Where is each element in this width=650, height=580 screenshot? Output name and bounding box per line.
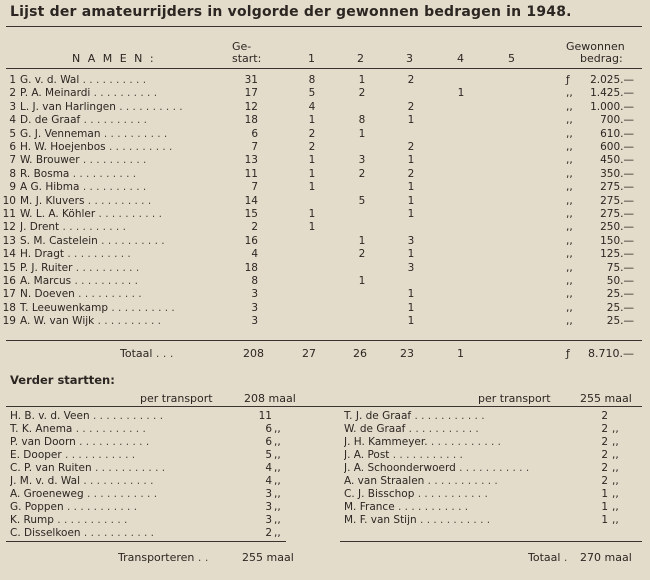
rider-currency: ƒ bbox=[566, 74, 570, 86]
starter-count: 3 bbox=[265, 488, 272, 500]
place-header-3: 3 bbox=[406, 52, 413, 65]
starter-name: H. B. v. d. Veen . . . . . . . . . . . bbox=[10, 410, 164, 422]
rider-currency: ,, bbox=[566, 261, 573, 274]
starter-name: W. de Graaf . . . . . . . . . . . bbox=[344, 423, 479, 435]
rider-place-2: 2 bbox=[358, 87, 366, 100]
starter-name: C. P. van Ruiten . . . . . . . . . . . bbox=[10, 462, 166, 474]
rider-amount: 700.— bbox=[600, 114, 634, 127]
rider-name: R. Bosma . . . . . . . . . . bbox=[20, 167, 137, 180]
totals-place-2: 26 bbox=[353, 347, 367, 360]
starter-ditto: ,, bbox=[274, 436, 281, 448]
rider-place-2: 1 bbox=[358, 127, 366, 140]
place-header-5: 5 bbox=[508, 52, 515, 65]
starter-name: J. A. Schoonderwoerd . . . . . . . . . . . bbox=[344, 462, 530, 474]
left-transport-label: per transport bbox=[140, 392, 213, 405]
starter-count: 3 bbox=[265, 501, 272, 513]
place-header-4: 4 bbox=[457, 52, 464, 65]
rider-rank: 14 bbox=[2, 248, 16, 261]
title-rule bbox=[6, 26, 642, 27]
rider-rank: 11 bbox=[2, 208, 16, 220]
rider-amount: 1.000.— bbox=[590, 100, 634, 113]
table-row bbox=[0, 275, 650, 287]
starter-count: 2 bbox=[601, 462, 608, 474]
rider-place-1: 1 bbox=[308, 221, 316, 234]
left-transport-value: 208 maal bbox=[244, 392, 296, 405]
totals-amount: 8.710.— bbox=[588, 347, 634, 360]
rider-place-3: 2 bbox=[407, 167, 415, 180]
rider-place-1: 1 bbox=[308, 114, 316, 127]
rider-currency: ,, bbox=[566, 167, 573, 180]
rider-amount: 275.— bbox=[600, 181, 634, 194]
starter-name: T. K. Anema . . . . . . . . . . . bbox=[10, 423, 146, 435]
rider-amount: 350.— bbox=[600, 167, 634, 180]
starter-count: 2 bbox=[601, 475, 608, 487]
right-footer-label: Totaal . bbox=[528, 551, 568, 564]
starter-name: K. Rump . . . . . . . . . . . bbox=[10, 514, 128, 526]
table-row bbox=[0, 221, 650, 233]
rider-name: J. Drent . . . . . . . . . . bbox=[20, 221, 126, 234]
rider-place-3: 1 bbox=[407, 301, 415, 314]
starter-name: T. J. de Graaf . . . . . . . . . . . bbox=[344, 410, 485, 422]
place-header-1: 1 bbox=[308, 52, 315, 65]
rider-gestart: 13 bbox=[244, 154, 258, 167]
totals-place-4: 1 bbox=[457, 347, 464, 360]
rider-amount: 275.— bbox=[600, 208, 634, 220]
starter-name: J. M. v. d. Wal . . . . . . . . . . . bbox=[10, 475, 154, 487]
rider-place-1: 1 bbox=[308, 154, 316, 167]
starter-name: M. France . . . . . . . . . . . bbox=[344, 501, 469, 513]
rider-amount: 250.— bbox=[600, 221, 634, 234]
table-bottom-rule bbox=[6, 340, 642, 341]
starter-count: 2 bbox=[601, 436, 608, 448]
list-item bbox=[0, 501, 650, 513]
rider-currency: ,, bbox=[566, 221, 573, 234]
rider-currency: ,, bbox=[566, 248, 573, 261]
list-item bbox=[0, 462, 650, 474]
starter-ditto: ,, bbox=[612, 423, 619, 435]
rider-name: G. J. Venneman . . . . . . . . . . bbox=[20, 127, 168, 140]
rider-gestart: 18 bbox=[244, 114, 258, 127]
table-row bbox=[0, 114, 650, 126]
rider-amount: 450.— bbox=[600, 154, 634, 167]
rider-gestart: 12 bbox=[244, 100, 258, 113]
totals-place-1: 27 bbox=[302, 347, 316, 360]
table-row bbox=[0, 154, 650, 166]
rider-currency: ,, bbox=[566, 141, 573, 153]
rider-place-1: 5 bbox=[308, 87, 316, 100]
rider-place-3: 2 bbox=[407, 100, 415, 113]
table-row bbox=[0, 74, 650, 86]
rider-rank: 7 bbox=[9, 154, 16, 167]
rider-currency: ,, bbox=[566, 87, 573, 100]
right-transport-value: 255 maal bbox=[580, 392, 632, 405]
starter-ditto: ,, bbox=[274, 527, 281, 539]
starter-ditto: ,, bbox=[612, 462, 619, 474]
starter-ditto: ,, bbox=[274, 423, 281, 435]
rider-place-3: 3 bbox=[407, 261, 415, 274]
table-row bbox=[0, 141, 650, 153]
rider-place-3: 1 bbox=[407, 315, 415, 328]
rider-rank: 1 bbox=[9, 74, 16, 86]
rider-rank: 9 bbox=[9, 181, 16, 194]
table-row bbox=[0, 168, 650, 180]
rider-gestart: 7 bbox=[251, 141, 258, 153]
table-row bbox=[0, 208, 650, 220]
starter-name: G. Poppen . . . . . . . . . . . bbox=[10, 501, 138, 513]
rider-currency: ,, bbox=[566, 127, 573, 140]
rider-amount: 1.425.— bbox=[590, 87, 634, 100]
starter-count: 4 bbox=[265, 462, 272, 474]
rider-rank: 4 bbox=[9, 114, 16, 127]
right-footer-value: 270 maal bbox=[580, 551, 632, 564]
rider-rank: 5 bbox=[9, 127, 16, 140]
gestart-header-line2: start: bbox=[232, 52, 262, 65]
list-item bbox=[0, 410, 650, 422]
page-title: Lijst der amateurrijders in volgorde der gewonnen bedragen in 1948. bbox=[10, 4, 572, 20]
starter-ditto: ,, bbox=[274, 488, 281, 500]
rider-amount: 125.— bbox=[600, 248, 634, 261]
rider-gestart: 17 bbox=[244, 87, 258, 100]
rider-place-2: 1 bbox=[358, 275, 366, 287]
starter-count: 4 bbox=[265, 475, 272, 487]
rider-place-3: 2 bbox=[407, 74, 415, 86]
rider-gestart: 3 bbox=[251, 301, 258, 314]
rider-name: G. v. d. Wal . . . . . . . . . . bbox=[20, 74, 147, 86]
starter-name: C. J. Bisschop . . . . . . . . . . . bbox=[344, 488, 488, 500]
rider-name: P. A. Meinardi . . . . . . . . . . bbox=[20, 87, 158, 100]
rider-place-3: 1 bbox=[407, 114, 415, 127]
rider-place-1: 8 bbox=[308, 74, 316, 86]
table-row bbox=[0, 302, 650, 314]
rider-gestart: 3 bbox=[251, 288, 258, 301]
right-footer-rule bbox=[340, 541, 642, 542]
left-footer-rule bbox=[6, 541, 286, 542]
namen-header: N A M E N : bbox=[72, 52, 156, 65]
rider-rank: 13 bbox=[2, 234, 16, 247]
rider-amount: 600.— bbox=[600, 141, 634, 153]
starter-ditto: ,, bbox=[274, 462, 281, 474]
rider-amount: 2.025.— bbox=[590, 74, 634, 86]
rider-name: W. L. A. Köhler . . . . . . . . . . bbox=[20, 208, 162, 220]
list-item bbox=[0, 436, 650, 448]
rider-currency: ,, bbox=[566, 275, 573, 287]
rider-place-2: 8 bbox=[358, 114, 366, 127]
gewonnen-header-line1: Gewonnen bbox=[566, 40, 625, 53]
totals-currency: ƒ bbox=[566, 347, 570, 360]
starter-ditto: ,, bbox=[612, 475, 619, 487]
gestart-header-line1: Ge- bbox=[232, 40, 252, 53]
rider-place-2: 1 bbox=[358, 234, 366, 247]
starter-ditto: ,, bbox=[274, 501, 281, 513]
starter-name: J. H. Kammeyer. . . . . . . . . . . . bbox=[344, 436, 502, 448]
rider-rank: 18 bbox=[2, 301, 16, 314]
rider-currency: ,, bbox=[566, 234, 573, 247]
rider-place-2: 2 bbox=[358, 248, 366, 261]
list-item bbox=[0, 423, 650, 435]
rider-place-4: 1 bbox=[457, 87, 465, 100]
rider-place-3: 3 bbox=[407, 234, 415, 247]
rider-place-1: 2 bbox=[308, 141, 316, 153]
totals-place-3: 23 bbox=[400, 347, 414, 360]
starter-count: 11 bbox=[258, 410, 272, 422]
rider-gestart: 15 bbox=[244, 208, 258, 220]
rider-name: L. J. van Harlingen . . . . . . . . . . bbox=[20, 100, 183, 113]
rider-name: D. de Graaf . . . . . . . . . . bbox=[20, 114, 148, 127]
rider-place-2: 2 bbox=[358, 167, 366, 180]
rider-name: A. W. van Wijk . . . . . . . . . . bbox=[20, 315, 161, 328]
transport-rule bbox=[6, 406, 642, 407]
rider-rank: 10 bbox=[2, 194, 16, 207]
rider-gestart: 8 bbox=[251, 275, 258, 287]
rider-place-3: 1 bbox=[407, 248, 415, 261]
table-row bbox=[0, 101, 650, 113]
list-item bbox=[0, 527, 650, 539]
rider-place-1: 4 bbox=[308, 100, 316, 113]
rider-amount: 25.— bbox=[606, 288, 634, 301]
rider-currency: ,, bbox=[566, 315, 573, 328]
list-item bbox=[0, 488, 650, 500]
rider-currency: ,, bbox=[566, 114, 573, 127]
rider-place-2: 5 bbox=[358, 194, 366, 207]
starter-ditto: ,, bbox=[274, 514, 281, 526]
starter-count: 1 bbox=[601, 501, 608, 513]
table-row bbox=[0, 128, 650, 140]
totals-label: Totaal . . . bbox=[120, 347, 174, 360]
starter-name: A. Groeneweg . . . . . . . . . . . bbox=[10, 488, 158, 500]
rider-place-1: 1 bbox=[308, 167, 316, 180]
rider-rank: 15 bbox=[2, 261, 16, 274]
rider-gestart: 14 bbox=[244, 194, 258, 207]
rider-rank: 6 bbox=[9, 141, 16, 153]
rider-currency: ,, bbox=[566, 301, 573, 314]
starter-ditto: ,, bbox=[612, 514, 619, 526]
rider-rank: 19 bbox=[2, 315, 16, 328]
table-row bbox=[0, 235, 650, 247]
rider-amount: 25.— bbox=[606, 315, 634, 328]
rider-name: A. Marcus . . . . . . . . . . bbox=[20, 275, 138, 287]
table-row bbox=[0, 248, 650, 260]
rider-currency: ,, bbox=[566, 194, 573, 207]
rider-gestart: 16 bbox=[244, 234, 258, 247]
rider-place-3: 2 bbox=[407, 141, 415, 153]
verder-heading: Verder startten: bbox=[10, 373, 115, 387]
starter-count: 2 bbox=[265, 527, 272, 539]
rider-rank: 17 bbox=[2, 288, 16, 301]
left-footer-label: Transporteren . . bbox=[118, 551, 209, 564]
rider-gestart: 11 bbox=[244, 167, 258, 180]
rider-currency: ,, bbox=[566, 154, 573, 167]
starter-name: E. Dooper . . . . . . . . . . . bbox=[10, 449, 136, 461]
table-row bbox=[0, 181, 650, 193]
place-header-2: 2 bbox=[357, 52, 364, 65]
rider-name: W. Brouwer . . . . . . . . . . bbox=[20, 154, 147, 167]
list-item bbox=[0, 449, 650, 461]
rider-name: H. Dragt . . . . . . . . . . bbox=[20, 248, 131, 261]
rider-amount: 50.— bbox=[606, 275, 634, 287]
rider-gestart: 3 bbox=[251, 315, 258, 328]
table-row bbox=[0, 315, 650, 327]
rider-place-3: 1 bbox=[407, 194, 415, 207]
rider-place-3: 1 bbox=[407, 208, 415, 220]
rider-name: A G. Hibma . . . . . . . . . . bbox=[20, 181, 147, 194]
rider-name: P. J. Ruiter . . . . . . . . . . bbox=[20, 261, 140, 274]
starter-name: J. A. Post . . . . . . . . . . . bbox=[344, 449, 463, 461]
rider-rank: 3 bbox=[9, 100, 16, 113]
starter-ditto: ,, bbox=[274, 475, 281, 487]
list-item bbox=[0, 475, 650, 487]
header-rule bbox=[6, 68, 642, 69]
rider-place-2: 3 bbox=[358, 154, 366, 167]
starter-name: P. van Doorn . . . . . . . . . . . bbox=[10, 436, 150, 448]
starter-ditto: ,, bbox=[274, 449, 281, 461]
starter-ditto: ,, bbox=[612, 449, 619, 461]
table-row bbox=[0, 87, 650, 99]
rider-name: H. W. Hoejenbos . . . . . . . . . . bbox=[20, 141, 173, 153]
rider-amount: 150.— bbox=[600, 234, 634, 247]
rider-gestart: 2 bbox=[251, 221, 258, 234]
rider-place-3: 1 bbox=[407, 181, 415, 194]
starter-ditto: ,, bbox=[612, 501, 619, 513]
starter-count: 6 bbox=[265, 436, 272, 448]
rider-name: T. Leeuwenkamp . . . . . . . . . . bbox=[20, 301, 175, 314]
rider-currency: ,, bbox=[566, 208, 573, 220]
rider-amount: 610.— bbox=[600, 127, 634, 140]
starter-count: 1 bbox=[601, 488, 608, 500]
starter-count: 1 bbox=[601, 514, 608, 526]
starter-count: 2 bbox=[601, 449, 608, 461]
left-footer-value: 255 maal bbox=[242, 551, 294, 564]
rider-gestart: 7 bbox=[251, 181, 258, 194]
rider-place-3: 1 bbox=[407, 288, 415, 301]
right-transport-label: per transport bbox=[478, 392, 551, 405]
rider-name: N. Doeven . . . . . . . . . . bbox=[20, 288, 142, 301]
rider-place-3: 1 bbox=[407, 154, 415, 167]
gewonnen-header-line2: bedrag: bbox=[580, 52, 623, 65]
rider-name: S. M. Castelein . . . . . . . . . . bbox=[20, 234, 165, 247]
rider-currency: ,, bbox=[566, 100, 573, 113]
rider-rank: 8 bbox=[9, 167, 16, 180]
rider-rank: 2 bbox=[9, 87, 16, 100]
starter-name: A. van Straalen . . . . . . . . . . . bbox=[344, 475, 498, 487]
rider-amount: 25.— bbox=[606, 301, 634, 314]
rider-amount: 275.— bbox=[600, 194, 634, 207]
rider-gestart: 18 bbox=[244, 261, 258, 274]
rider-amount: 75.— bbox=[606, 261, 634, 274]
rider-name: M. J. Kluvers . . . . . . . . . . bbox=[20, 194, 152, 207]
starter-count: 2 bbox=[601, 423, 608, 435]
list-item bbox=[0, 514, 650, 526]
starter-count: 3 bbox=[265, 514, 272, 526]
starter-name: M. F. van Stijn . . . . . . . . . . . bbox=[344, 514, 491, 526]
starter-count: 5 bbox=[265, 449, 272, 461]
rider-gestart: 6 bbox=[251, 127, 258, 140]
starter-ditto: ,, bbox=[612, 488, 619, 500]
starter-name: C. Disselkoen . . . . . . . . . . . bbox=[10, 527, 155, 539]
rider-place-1: 1 bbox=[308, 208, 316, 220]
rider-place-2: 1 bbox=[358, 74, 366, 86]
table-row bbox=[0, 195, 650, 207]
rider-gestart: 31 bbox=[244, 74, 258, 86]
starter-ditto: ,, bbox=[612, 436, 619, 448]
table-row bbox=[0, 262, 650, 274]
table-row bbox=[0, 288, 650, 300]
rider-currency: ,, bbox=[566, 288, 573, 301]
starter-count: 6 bbox=[265, 423, 272, 435]
rider-rank: 16 bbox=[2, 275, 16, 287]
rider-place-1: 1 bbox=[308, 181, 316, 194]
rider-currency: ,, bbox=[566, 181, 573, 194]
rider-place-1: 2 bbox=[308, 127, 316, 140]
rider-gestart: 4 bbox=[251, 248, 258, 261]
rider-rank: 12 bbox=[2, 221, 16, 234]
totals-gestart: 208 bbox=[243, 347, 264, 360]
starter-count: 2 bbox=[601, 410, 608, 422]
